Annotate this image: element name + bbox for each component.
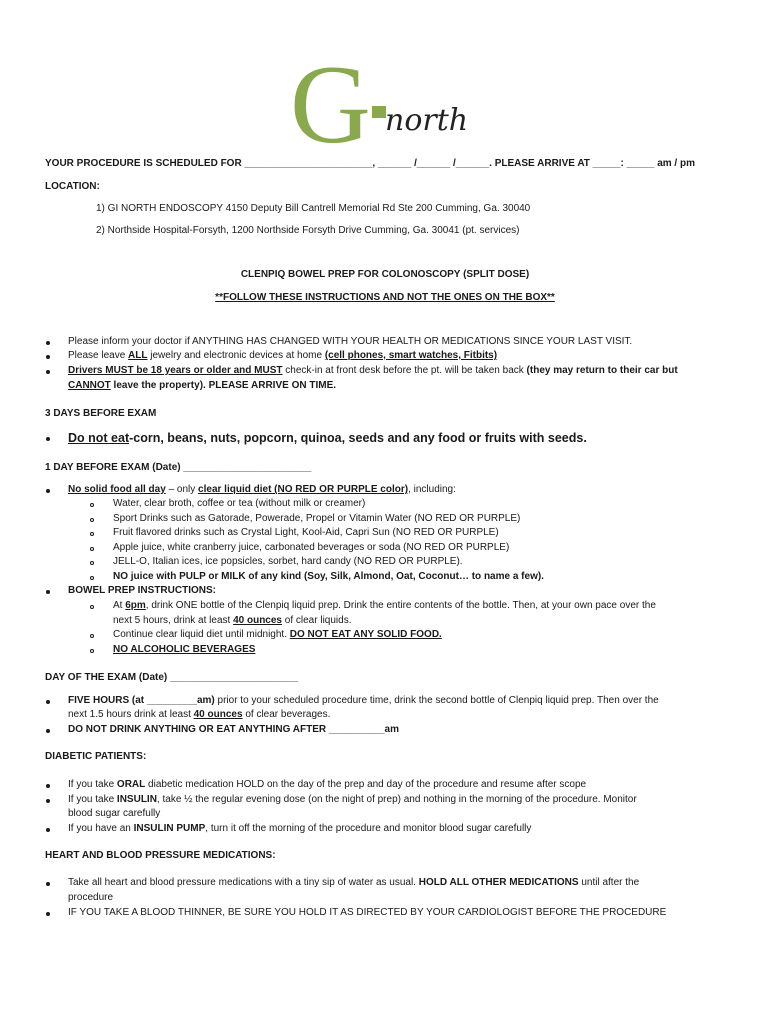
text: prior to your scheduled procedure time, drink the second bottle of Clenpiq liquid prep. Then over the [214, 695, 659, 706]
intro-bullet-3-cont [68, 380, 336, 391]
text-no-solid-food: DO NOT EAT ANY SOLID FOOD. [289, 629, 442, 640]
exam-day-heading: DAY OF THE EXAM (Date) _______________________ [45, 672, 298, 683]
diabetic-pump [68, 823, 531, 834]
bowel-step-1-cont [113, 615, 351, 626]
text: diabetic medication HOLD on the day of the prep and day of the procedure and resume after scope [145, 779, 587, 790]
text: – only [165, 484, 199, 495]
text: -corn, beans, nuts, popcorn, quinoa, seeds and any food or fruits with seeds. [129, 431, 587, 445]
heart-heading: HEART AND BLOOD PRESSURE MEDICATIONS: [45, 850, 276, 861]
diabetic-oral [68, 779, 586, 790]
bullet [46, 882, 50, 886]
bowel-prep-heading: BOWEL PREP INSTRUCTIONS: [68, 585, 216, 596]
sub-bullet [90, 605, 94, 609]
sub-bullet [90, 503, 94, 507]
text-oral: ORAL [116, 779, 146, 790]
bullet [46, 590, 50, 594]
text: next 5 hours, drink at least [113, 615, 234, 626]
text-devices: (cell phones, smart watches, Fitbits) [324, 350, 498, 361]
text: If you take [68, 794, 117, 805]
text: , take ½ the regular evening dose (on the night of prep) and nothing in the morning of the procedure. Monitor [156, 794, 637, 805]
text-40-ounces: 40 ounces [233, 615, 282, 626]
heart-bullet-1-cont: procedure [68, 892, 114, 903]
schedule-line: YOUR PROCEDURE IS SCHEDULED FOR _______________________, ______ /______ /______. PLEASE ARRIVE AT _____: _____ am / pm [45, 158, 695, 169]
location-2: 2) Northside Hospital-Forsyth, 1200 Northside Forsyth Drive Cumming, Ga. 30041 (pt. services) [96, 225, 520, 236]
text: leave the property). PLEASE ARRIVE ON TIME. [110, 380, 337, 391]
text: At [113, 600, 126, 611]
text-no-solid: No solid food all day [68, 484, 166, 495]
clear-item: Apple juice, white cranberry juice, carbonated beverages or soda (NO RED OR PURPLE) [113, 542, 510, 553]
bullet [46, 700, 50, 704]
no-juice-item: NO juice with PULP or MILK of any kind (Soy, Silk, Almond, Oat, Coconut… to name a few). [113, 571, 544, 582]
bullet [46, 828, 50, 832]
no-alcohol: NO ALCOHOLIC BEVERAGES [113, 644, 256, 655]
text-cannot: CANNOT [68, 380, 111, 391]
logo-dot [372, 106, 386, 118]
location-1: 1) GI NORTH ENDOSCOPY 4150 Deputy Bill Cantrell Memorial Rd Ste 200 Cumming, Ga. 30040 [96, 203, 531, 214]
sub-bullet [90, 561, 94, 565]
bowel-step-2 [113, 629, 442, 640]
text: (they may return to their car but [526, 365, 678, 376]
clear-item: JELL-O, Italian ices, ice popsicles, sorbet, hard candy (NO RED OR PURPLE). [113, 556, 463, 567]
diabetic-insulin [68, 794, 637, 805]
bowel-step-1 [113, 600, 656, 611]
clear-item: Fruit flavored drinks such as Crystal Light, Kool-Aid, Capri Sun (NO RED OR PURPLE) [113, 527, 499, 538]
sub-bullet [90, 532, 94, 536]
text: of clear liquids. [282, 615, 352, 626]
clear-item: Sport Drinks such as Gatorade, Powerade, Propel or Vitamin Water (NO RED OR PURPLE) [113, 513, 521, 524]
bullet [46, 341, 50, 345]
text: If you have an [68, 823, 134, 834]
location-label: LOCATION: [45, 181, 100, 192]
sub-bullet [90, 518, 94, 522]
bullet [46, 784, 50, 788]
intro-bullet-3 [68, 365, 678, 376]
document-title: CLENPIQ BOWEL PREP FOR COLONOSCOPY (SPLIT DOSE) [240, 269, 530, 280]
bullet [46, 799, 50, 803]
text: until after the [578, 877, 640, 888]
text: check-in at front desk before the pt. will be taken back [282, 365, 527, 376]
three-days-text [68, 431, 587, 445]
heart-bullet-1 [68, 877, 639, 888]
sub-bullet [90, 547, 94, 551]
sub-bullet [90, 576, 94, 580]
clear-item: Water, clear broth, coffee or tea (without milk or creamer) [113, 498, 366, 509]
text: Continue clear liquid diet until midnight. [113, 629, 290, 640]
text-do-not-eat: Do not eat [68, 431, 130, 445]
text: of clear beverages. [242, 709, 331, 720]
text-insulin-pump: INSULIN PUMP [133, 823, 206, 834]
logo-text: north [385, 103, 469, 138]
gi-north-logo [290, 58, 490, 150]
text: , including: [408, 484, 456, 495]
text-40-ounces: 40 ounces [193, 709, 243, 720]
document-subtitle: **FOLLOW THESE INSTRUCTIONS AND NOT THE ONES ON THE BOX** [215, 292, 555, 303]
no-solid-food-line [68, 484, 456, 495]
bullet [46, 355, 50, 359]
text-five-hours: FIVE HOURS (at _________am) [68, 695, 215, 706]
text: Take all heart and blood pressure medications with a tiny sip of water as usual. [68, 877, 419, 888]
five-hours-cont [68, 709, 330, 720]
bullet [46, 370, 50, 374]
bullet [46, 912, 50, 916]
sub-bullet [90, 634, 94, 638]
logo-letter: G [290, 58, 371, 150]
bullet [46, 489, 50, 493]
text: If you take [68, 779, 117, 790]
intro-bullet-2 [68, 350, 497, 361]
bullet [46, 437, 50, 441]
three-days-heading: 3 DAYS BEFORE EXAM [45, 408, 157, 419]
text: Please leave [68, 350, 129, 361]
diabetic-insulin-cont: blood sugar carefully [68, 808, 161, 819]
bullet [46, 729, 50, 733]
text-all: ALL [128, 350, 148, 361]
do-not-drink: DO NOT DRINK ANYTHING OR EAT ANYTHING AFTER __________am [68, 724, 399, 735]
diabetic-heading: DIABETIC PATIENTS: [45, 751, 147, 762]
text: next 1.5 hours drink at least [68, 709, 194, 720]
text: , drink ONE bottle of the Clenpiq liquid prep. Drink the entire contents of the bottle. Then, at your own pace over the [145, 600, 656, 611]
five-hours-line [68, 695, 659, 706]
text-drivers: Drivers MUST be 18 years or older and MUST [68, 365, 283, 376]
text: , turn it off the morning of the procedure and monitor blood sugar carefully [205, 823, 532, 834]
one-day-heading: 1 DAY BEFORE EXAM (Date) _______________________ [45, 462, 312, 473]
text-6pm: 6pm [125, 600, 146, 611]
intro-bullet-1: Please inform your doctor if ANYTHING HAS CHANGED WITH YOUR HEALTH OR MEDICATIONS SINCE YOUR LAST VISIT. [68, 336, 633, 347]
sub-bullet [90, 649, 94, 653]
text-hold-all: HOLD ALL OTHER MEDICATIONS [418, 877, 579, 888]
text-insulin: INSULIN [116, 794, 157, 805]
heart-bullet-2: IF YOU TAKE A BLOOD THINNER, BE SURE YOU HOLD IT AS DIRECTED BY YOUR CARDIOLOGIST BEFORE THE PROCEDURE [68, 907, 667, 918]
text-clear-liquid: clear liquid diet (NO RED OR PURPLE color) [198, 484, 409, 495]
text: jewelry and electronic devices at home [147, 350, 325, 361]
